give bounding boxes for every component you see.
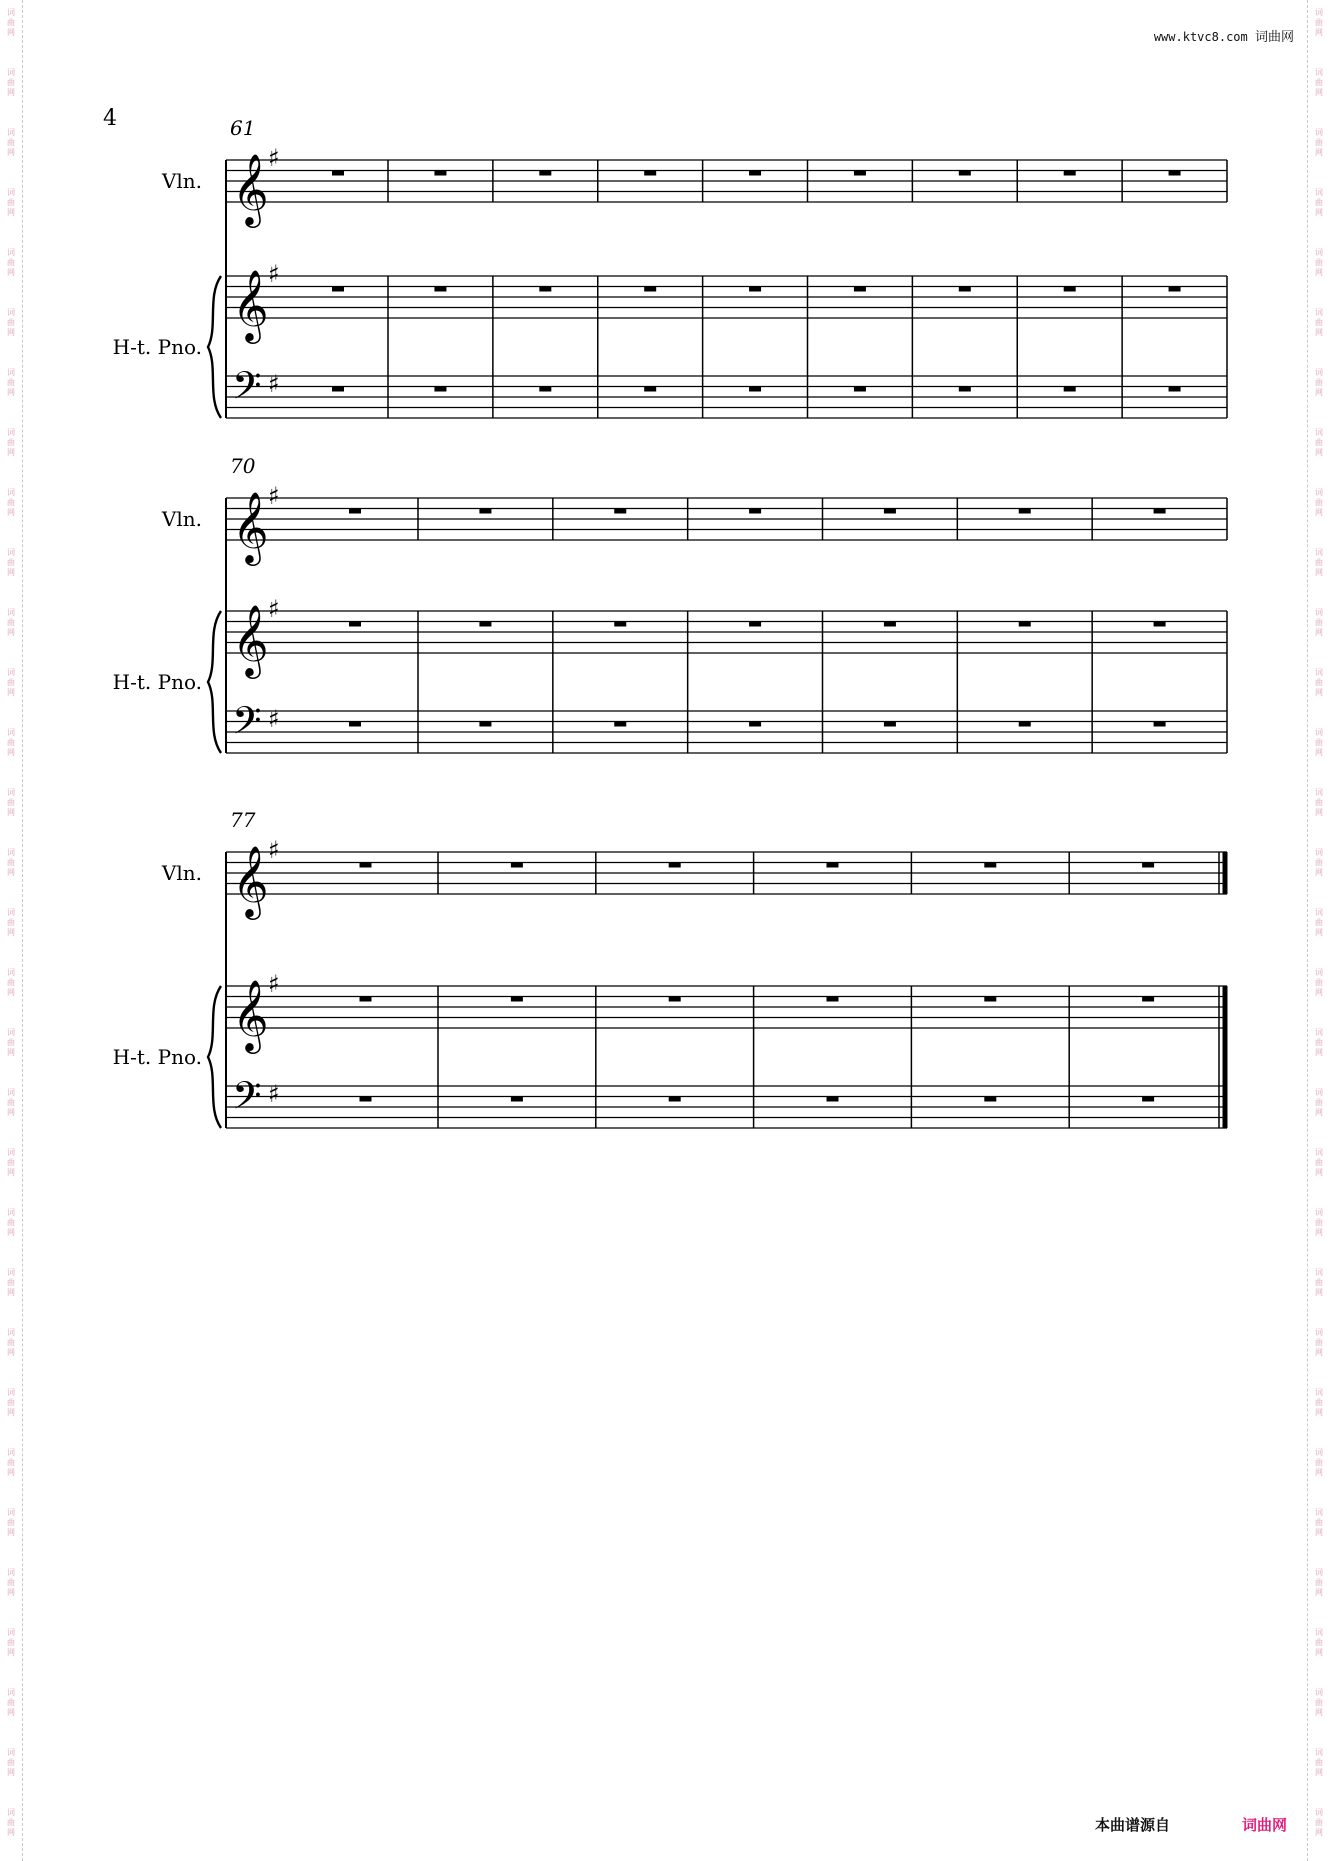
watermark-text: 词 曲 网: [1315, 428, 1323, 457]
whole-rest-icon: [539, 171, 551, 176]
whole-rest-icon: [360, 863, 372, 868]
whole-rest-icon: [434, 387, 446, 392]
watermark-text: 词 曲 网: [1315, 728, 1323, 757]
whole-rest-icon: [614, 509, 626, 514]
whole-rest-icon: [644, 171, 656, 176]
watermark-text: 词 曲 网: [1315, 1088, 1323, 1117]
watermark-text: 词 曲 网: [1315, 1388, 1323, 1417]
whole-rest-icon: [511, 863, 523, 868]
watermark-text: 词 曲 网: [1315, 368, 1323, 397]
watermark-text: 词 曲 网: [7, 1388, 15, 1417]
watermark-text: 词 曲 网: [1315, 1448, 1323, 1477]
whole-rest-icon: [1154, 509, 1166, 514]
watermark-text: 词 曲 网: [7, 1208, 15, 1237]
whole-rest-icon: [1142, 1097, 1154, 1102]
watermark-text: 词 曲 网: [7, 188, 15, 217]
watermark-text: 词 曲 网: [7, 548, 15, 577]
instrument-name-piano: H-t. Pno.: [112, 335, 202, 359]
whole-rest-icon: [479, 722, 491, 727]
violin-staff: [226, 836, 1227, 920]
whole-rest-icon: [749, 171, 761, 176]
watermark-text: 词 曲 网: [7, 1508, 15, 1537]
whole-rest-icon: [511, 1097, 523, 1102]
instrument-name-piano: H-t. Pno.: [112, 1045, 202, 1069]
watermark-text: 词 曲 网: [7, 488, 15, 517]
whole-rest-icon: [827, 863, 839, 868]
whole-rest-icon: [749, 287, 761, 292]
whole-rest-icon: [1019, 622, 1031, 627]
whole-rest-icon: [511, 997, 523, 1002]
watermark-text: 词 曲 网: [7, 608, 15, 637]
piano-treble-staff: [226, 595, 1227, 679]
key-signature-sharp-icon: ♯: [268, 1080, 280, 1108]
watermark-text: 词 曲 网: [1315, 1628, 1323, 1657]
watermark-text: 词 曲 网: [1315, 1688, 1323, 1717]
watermark-text: 词 曲 网: [1315, 1028, 1323, 1057]
violin-staff: [226, 144, 1227, 228]
whole-rest-icon: [669, 997, 681, 1002]
watermark-text: 词 曲 网: [1315, 788, 1323, 817]
watermark-text: 词 曲 网: [7, 1808, 15, 1837]
watermark-text: 词 曲 网: [1315, 188, 1323, 217]
piano-bass-staff: [226, 698, 1227, 753]
watermark-text: 词 曲 网: [7, 668, 15, 697]
whole-rest-icon: [984, 863, 996, 868]
whole-rest-icon: [332, 387, 344, 392]
watermark-text: 词 曲 网: [1315, 488, 1323, 517]
whole-rest-icon: [434, 171, 446, 176]
whole-rest-icon: [1142, 997, 1154, 1002]
whole-rest-icon: [332, 287, 344, 292]
whole-rest-icon: [827, 1097, 839, 1102]
watermark-text: 词 曲 网: [7, 908, 15, 937]
watermark-text: 词 曲 网: [7, 1328, 15, 1357]
violin-staff: [226, 482, 1227, 566]
piano-brace-icon: [208, 276, 221, 418]
watermark-text: 词 曲 网: [1315, 848, 1323, 877]
watermark-text: 词 曲 网: [7, 968, 15, 997]
watermark-text: 词 曲 网: [1315, 1208, 1323, 1237]
key-signature-sharp-icon: ♯: [268, 260, 280, 288]
whole-rest-icon: [1064, 287, 1076, 292]
watermark-text: 词 曲 网: [1315, 1148, 1323, 1177]
bass-clef-icon: 𝄢: [232, 363, 262, 417]
site-name: 词曲网: [1254, 30, 1294, 45]
watermark-text: 词 曲 网: [7, 1448, 15, 1477]
watermark-text: 词 曲 网: [1315, 548, 1323, 577]
brand-logo[interactable]: 词曲网: [1242, 1816, 1288, 1834]
whole-rest-icon: [1064, 387, 1076, 392]
watermark-text: 词 曲 网: [7, 248, 15, 277]
whole-rest-icon: [884, 722, 896, 727]
watermark-text: 词 曲 网: [1315, 308, 1323, 337]
whole-rest-icon: [479, 622, 491, 627]
watermark-text: 词 曲 网: [1315, 1328, 1323, 1357]
key-signature-sharp-icon: ♯: [268, 836, 280, 864]
watermark-text: 词 曲 网: [7, 1268, 15, 1297]
source-label: 本曲谱源自: [1095, 1816, 1171, 1834]
watermark-text: 词 曲 网: [7, 728, 15, 757]
watermark-text: 词 曲 网: [7, 368, 15, 397]
watermark-text: 词 曲 网: [1315, 968, 1323, 997]
key-signature-sharp-icon: ♯: [268, 482, 280, 510]
piano-treble-staff: [226, 260, 1227, 344]
watermark-text: 词 曲 网: [1315, 1808, 1323, 1837]
watermark-text: 词 曲 网: [7, 68, 15, 97]
watermark-text: 词 曲 网: [7, 1028, 15, 1057]
watermark-text: 词 曲 网: [7, 8, 15, 37]
whole-rest-icon: [984, 997, 996, 1002]
whole-rest-icon: [1169, 387, 1181, 392]
key-signature-sharp-icon: ♯: [268, 144, 280, 172]
measure-number: 61: [230, 116, 256, 140]
whole-rest-icon: [479, 509, 491, 514]
watermark-text: 词 曲 网: [7, 428, 15, 457]
treble-clef-icon: 𝄞: [232, 268, 269, 341]
instrument-name-violin: Vln.: [161, 169, 202, 193]
piano-bass-staff: [226, 1073, 1227, 1128]
whole-rest-icon: [749, 387, 761, 392]
instrument-name-violin: Vln.: [161, 507, 202, 531]
watermark-text: 词 曲 网: [7, 1748, 15, 1777]
whole-rest-icon: [360, 997, 372, 1002]
watermark-text: 词 曲 网: [1315, 668, 1323, 697]
whole-rest-icon: [1142, 863, 1154, 868]
watermark-text: 词 曲 网: [7, 788, 15, 817]
site-url[interactable]: www.ktvc8.com: [1153, 30, 1248, 44]
whole-rest-icon: [1169, 287, 1181, 292]
watermark-text: 词 曲 网: [1315, 128, 1323, 157]
whole-rest-icon: [349, 722, 361, 727]
whole-rest-icon: [1019, 722, 1031, 727]
key-signature-sharp-icon: ♯: [268, 970, 280, 998]
whole-rest-icon: [1169, 171, 1181, 176]
piano-treble-staff: [226, 970, 1227, 1054]
piano-brace-icon: [208, 611, 221, 753]
whole-rest-icon: [749, 622, 761, 627]
whole-rest-icon: [884, 622, 896, 627]
whole-rest-icon: [360, 1097, 372, 1102]
whole-rest-icon: [1019, 509, 1031, 514]
whole-rest-icon: [669, 1097, 681, 1102]
whole-rest-icon: [854, 287, 866, 292]
whole-rest-icon: [749, 509, 761, 514]
whole-rest-icon: [749, 722, 761, 727]
score-system: [113, 116, 1227, 418]
key-signature-sharp-icon: ♯: [268, 370, 280, 398]
whole-rest-icon: [614, 722, 626, 727]
watermark-text: 词 曲 网: [1315, 68, 1323, 97]
whole-rest-icon: [644, 387, 656, 392]
watermark-text: 词 曲 网: [1315, 248, 1323, 277]
watermark-text: 词 曲 网: [7, 848, 15, 877]
whole-rest-icon: [614, 622, 626, 627]
whole-rest-icon: [959, 287, 971, 292]
whole-rest-icon: [1154, 722, 1166, 727]
watermark-text: 词 曲 网: [7, 1568, 15, 1597]
whole-rest-icon: [1064, 171, 1076, 176]
whole-rest-icon: [669, 863, 681, 868]
treble-clef-icon: 𝄞: [232, 152, 269, 225]
bass-clef-icon: 𝄢: [232, 1073, 262, 1127]
instrument-name-piano: H-t. Pno.: [112, 670, 202, 694]
whole-rest-icon: [539, 387, 551, 392]
whole-rest-icon: [332, 171, 344, 176]
watermark-text: 词 曲 网: [7, 1148, 15, 1177]
whole-rest-icon: [434, 287, 446, 292]
watermark-text: 词 曲 网: [7, 1088, 15, 1117]
watermark-text: 词 曲 网: [7, 1628, 15, 1657]
treble-clef-icon: 𝄞: [232, 490, 269, 563]
treble-clef-icon: 𝄞: [232, 978, 269, 1051]
watermark-text: 词 曲 网: [1315, 608, 1323, 637]
whole-rest-icon: [884, 509, 896, 514]
whole-rest-icon: [349, 622, 361, 627]
whole-rest-icon: [1154, 622, 1166, 627]
treble-clef-icon: 𝄞: [232, 603, 269, 676]
score-system: [113, 808, 1227, 1128]
watermark-text: 词 曲 网: [1315, 8, 1323, 37]
whole-rest-icon: [827, 997, 839, 1002]
page-number: 4: [103, 106, 117, 131]
treble-clef-icon: 𝄞: [232, 844, 269, 917]
instrument-name-violin: Vln.: [161, 861, 202, 885]
whole-rest-icon: [959, 387, 971, 392]
watermark-text: 词 曲 网: [1315, 908, 1323, 937]
whole-rest-icon: [539, 287, 551, 292]
watermark-text: 词 曲 网: [7, 308, 15, 337]
measure-number: 70: [230, 454, 256, 478]
measure-number: 77: [230, 808, 256, 832]
watermark-text: 词 曲 网: [1315, 1508, 1323, 1537]
piano-brace-icon: [208, 986, 221, 1128]
key-signature-sharp-icon: ♯: [268, 595, 280, 623]
watermark-text: 词 曲 网: [7, 1688, 15, 1717]
watermark-text: 词 曲 网: [1315, 1268, 1323, 1297]
whole-rest-icon: [349, 509, 361, 514]
bass-clef-icon: 𝄢: [232, 698, 262, 752]
whole-rest-icon: [854, 171, 866, 176]
whole-rest-icon: [984, 1097, 996, 1102]
piano-bass-staff: [226, 363, 1227, 418]
watermark-text: 词 曲 网: [1315, 1748, 1323, 1777]
watermark-text: 词 曲 网: [1315, 1568, 1323, 1597]
score-system: [113, 454, 1227, 753]
whole-rest-icon: [644, 287, 656, 292]
watermark-text: 词 曲 网: [7, 128, 15, 157]
whole-rest-icon: [959, 171, 971, 176]
key-signature-sharp-icon: ♯: [268, 705, 280, 733]
whole-rest-icon: [854, 387, 866, 392]
